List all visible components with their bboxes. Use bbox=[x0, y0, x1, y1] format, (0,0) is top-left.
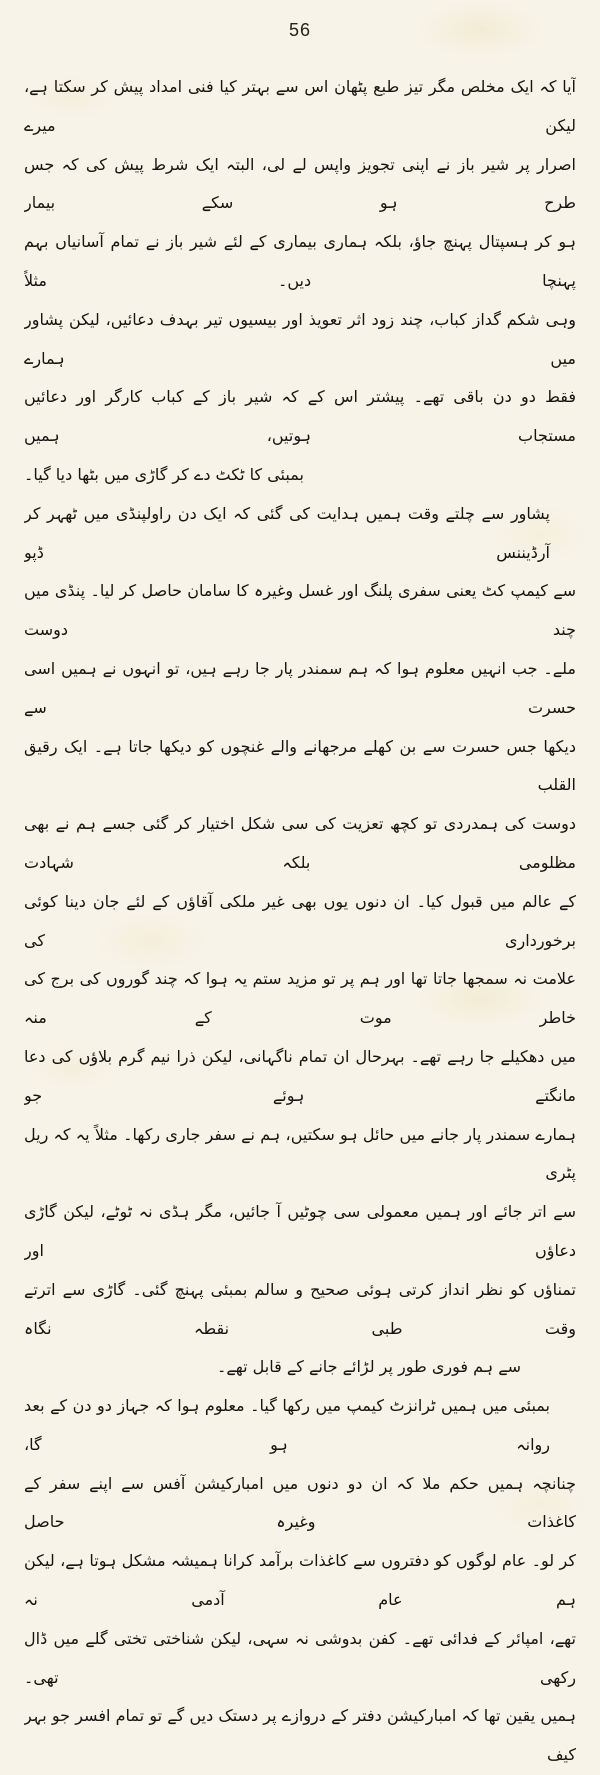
text-line: فقط دو دن باقی تھے۔ پیشتر اس کے کہ شیر باز کے کباب کارگر اور دعائیں مستجاب ہوتیں، ہمیں bbox=[24, 387, 576, 446]
text-line: چنانچہ ہمیں حکم ملا کہ ان دو دنوں میں امبارکیشن آفس سے اپنے سفر کے کاغذات وغیرہ حاصل bbox=[24, 1473, 576, 1532]
text-line: ملے۔ جب انہیں معلوم ہوا کہ ہم سمندر پار جا رہے ہیں، تو انہوں نے ہمیں اسی حسرت سے bbox=[24, 658, 576, 717]
text-line-paragraph-end: سے ہم فوری طور پر لڑائے جانے کے قابل تھے۔ bbox=[217, 1357, 521, 1377]
text-line: وہی شکم گداز کباب، چند زود اثر تعویذ اور بیسیوں تیر بہدف دعائیں، لیکن پشاور میں ہمارے bbox=[24, 309, 576, 368]
text-line-paragraph-start: بمبئی میں ہمیں ٹرانزٹ کیمپ میں رکھا گیا۔ معلوم ہوا کہ جہاز دو دن کے بعد روانہ ہو گا، bbox=[24, 1396, 550, 1454]
text-line: دوست کی ہمدردی تو کچھ تعزیت کی سی شکل اختیار کر گئی جسے ہم نے بھی مظلومی بلکہ شہادت bbox=[24, 814, 576, 872]
page-number: 56 bbox=[288, 20, 312, 40]
body-text bbox=[24, 68, 576, 1775]
text-line: کر لو۔ عام لوگوں کو دفتروں سے کاغذات برآمد کرانا ہمیشہ مشکل ہوتا ہے، لیکن ہم عام آدمی نہ bbox=[24, 1551, 576, 1610]
text-line: ہمیں یقین تھا کہ امبارکیشن دفتر کے دروازے پر دستک دیں گے تو تمام افسر جو بہر کیف bbox=[24, 1706, 576, 1765]
text-line: ہو کر ہسپتال پہنچ جاؤ، بلکہ ہماری بیماری کے لئے شیر باز نے تمام آسانیاں بہم پہنچا دیں۔ مثلاً bbox=[24, 232, 576, 290]
text-line: اصرار پر شیر باز نے اپنی تجویز واپس لے لی، البتہ ایک شرط پیش کی کہ جس طرح ہو سکے بیمار bbox=[24, 154, 576, 213]
text-line: علامت نہ سمجھا جاتا تھا اور ہم پر تو مزید ستم یہ ہوا کہ چند گوروں کی برج کی خاطر موت کے منہ bbox=[24, 969, 576, 1028]
text-line: تھے، امپائر کے فدائی تھے۔ کفن بدوشی نہ سہی، لیکن شناختی تختی گلے میں ڈال رکھی تھی۔ bbox=[24, 1628, 576, 1687]
text-line: تمناؤں کو نظر انداز کرتی ہوئی صحیح و سالم بمبئی پہنچ گئی۔ گاڑی سے اترتے وقت طبی نقطہ نگاہ bbox=[24, 1279, 576, 1338]
text-line: دیکھا جس حسرت سے بن کھلے مرجھانے والے غنچوں کو دیکھا جاتا ہے۔ ایک رقیق القلب bbox=[24, 736, 576, 795]
text-line: کے عالم میں قبول کیا۔ ان دنوں یوں بھی غیر ملکی آقاؤں کے لئے جان دینا کوئی برخورداری کی bbox=[24, 891, 576, 950]
text-line: سے کیمپ کٹ یعنی سفری پلنگ اور غسل وغیرہ کا سامان حاصل کر لیا۔ پنڈی میں چند دوست bbox=[24, 581, 576, 640]
text-line-paragraph-end: بمبئی کا ٹکٹ دے کر گاڑی میں بٹھا دیا گیا۔ bbox=[24, 464, 304, 484]
text-line-paragraph-start: پشاور سے چلتے وقت ہمیں ہدایت کی گئی کہ ایک دن راولپنڈی میں ٹھہر کر آرڈیننس ڈپو bbox=[24, 503, 550, 562]
text-line: ہمارے سمندر پار جانے میں حائل ہو سکتیں، ہم نے سفر جاری رکھا۔ مثلاً یہ کہ ریل پٹری bbox=[24, 1124, 576, 1183]
text-line: میں دھکیلے جا رہے تھے۔ بہرحال ان تمام ناگہانی، لیکن ذرا نیم گرم بلاؤں کی دعا مانگتے ہوئے جو bbox=[24, 1046, 576, 1105]
text-line: سے اتر جائے اور ہمیں معمولی سی چوٹیں آ جائیں، مگر ہڈی نہ ٹوٹے، لیکن گاڑی دعاؤں اور bbox=[24, 1202, 576, 1260]
text-line: آیا کہ ایک مخلص مگر تیز طبع پٹھان اس سے بہتر کیا فنی امداد پیش کر سکتا ہے، لیکن میرے bbox=[24, 77, 576, 135]
